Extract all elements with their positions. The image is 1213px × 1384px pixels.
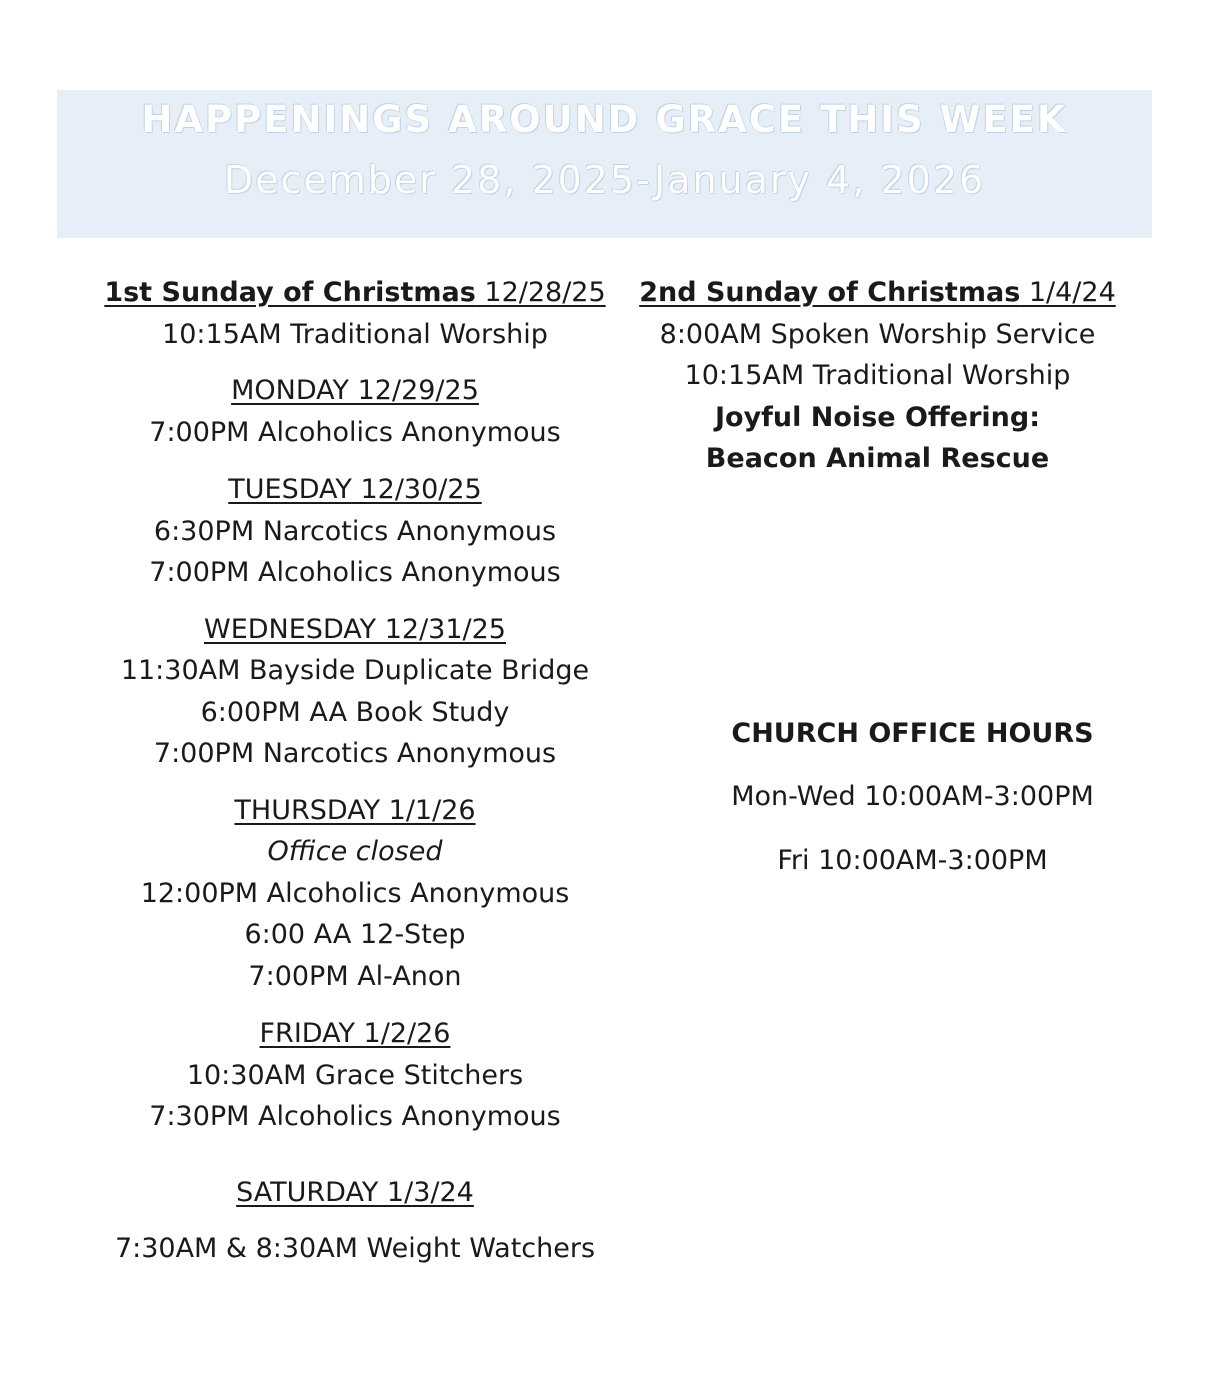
office-hours-row: Mon-Wed 10:00AM-3:00PM: [731, 781, 1094, 812]
thursday-event: 12:00PM Alcoholics Anonymous: [140, 877, 570, 909]
saturday-event: 7:30AM & 8:30AM Weight Watchers: [114, 1233, 596, 1264]
wednesday-heading: WEDNESDAY 12/31/25: [204, 613, 506, 645]
office-hours-row: Fri 10:00AM-3:00PM: [777, 845, 1048, 876]
second-sunday-event: 8:00AM Spoken Worship Service: [659, 318, 1096, 350]
second-sunday-heading-date: 1/4/24: [1020, 277, 1116, 308]
wednesday-event: 6:00PM AA Book Study: [200, 696, 510, 728]
second-sunday-column: [620, 272, 1135, 480]
wednesday-event: 7:00PM Narcotics Anonymous: [153, 738, 557, 769]
offering-label: Joyful Noise Offering:: [714, 401, 1041, 433]
weekly-schedule-column: [95, 272, 615, 1270]
saturday-heading: SATURDAY 1/3/24: [236, 1176, 474, 1208]
tuesday-event: 6:30PM Narcotics Anonymous: [153, 515, 557, 547]
header-banner: [57, 90, 1152, 238]
offering-recipient: Beacon Animal Rescue: [705, 443, 1050, 474]
friday-heading: FRIDAY 1/2/26: [259, 1018, 451, 1049]
friday-event: 10:30AM Grace Stitchers: [186, 1059, 524, 1091]
second-sunday-heading: [620, 272, 1135, 314]
thursday-event: 6:00 AA 12-Step: [244, 919, 466, 950]
wednesday-event: 11:30AM Bayside Duplicate Bridge: [120, 655, 590, 686]
tuesday-heading: TUESDAY 12/30/25: [228, 474, 482, 505]
office-hours-title: CHURCH OFFICE HOURS: [731, 718, 1094, 749]
sunday-heading-title: 1st Sunday of Christmas: [104, 277, 476, 308]
banner-date-range: December 28, 2025-January 4, 2026: [223, 158, 986, 202]
thursday-note: Office closed: [267, 836, 443, 867]
church-office-hours: [690, 712, 1135, 883]
thursday-heading: THURSDAY 1/1/26: [234, 794, 476, 826]
thursday-event: 7:00PM Al-Anon: [248, 960, 462, 992]
sunday-heading-date: 12/28/25: [475, 277, 606, 308]
friday-event: 7:30PM Alcoholics Anonymous: [149, 1101, 561, 1132]
second-sunday-event: 10:15AM Traditional Worship: [684, 360, 1071, 391]
monday-event: 7:00PM Alcoholics Anonymous: [149, 416, 561, 448]
sunday-event: 10:15AM Traditional Worship: [162, 318, 548, 350]
second-sunday-heading-title: 2nd Sunday of Christmas: [639, 277, 1021, 308]
monday-heading: MONDAY 12/29/25: [231, 375, 479, 406]
banner-title: HAPPENINGS AROUND GRACE THIS WEEK: [141, 98, 1068, 141]
sunday-heading: [95, 272, 615, 314]
tuesday-event: 7:00PM Alcoholics Anonymous: [149, 557, 561, 588]
